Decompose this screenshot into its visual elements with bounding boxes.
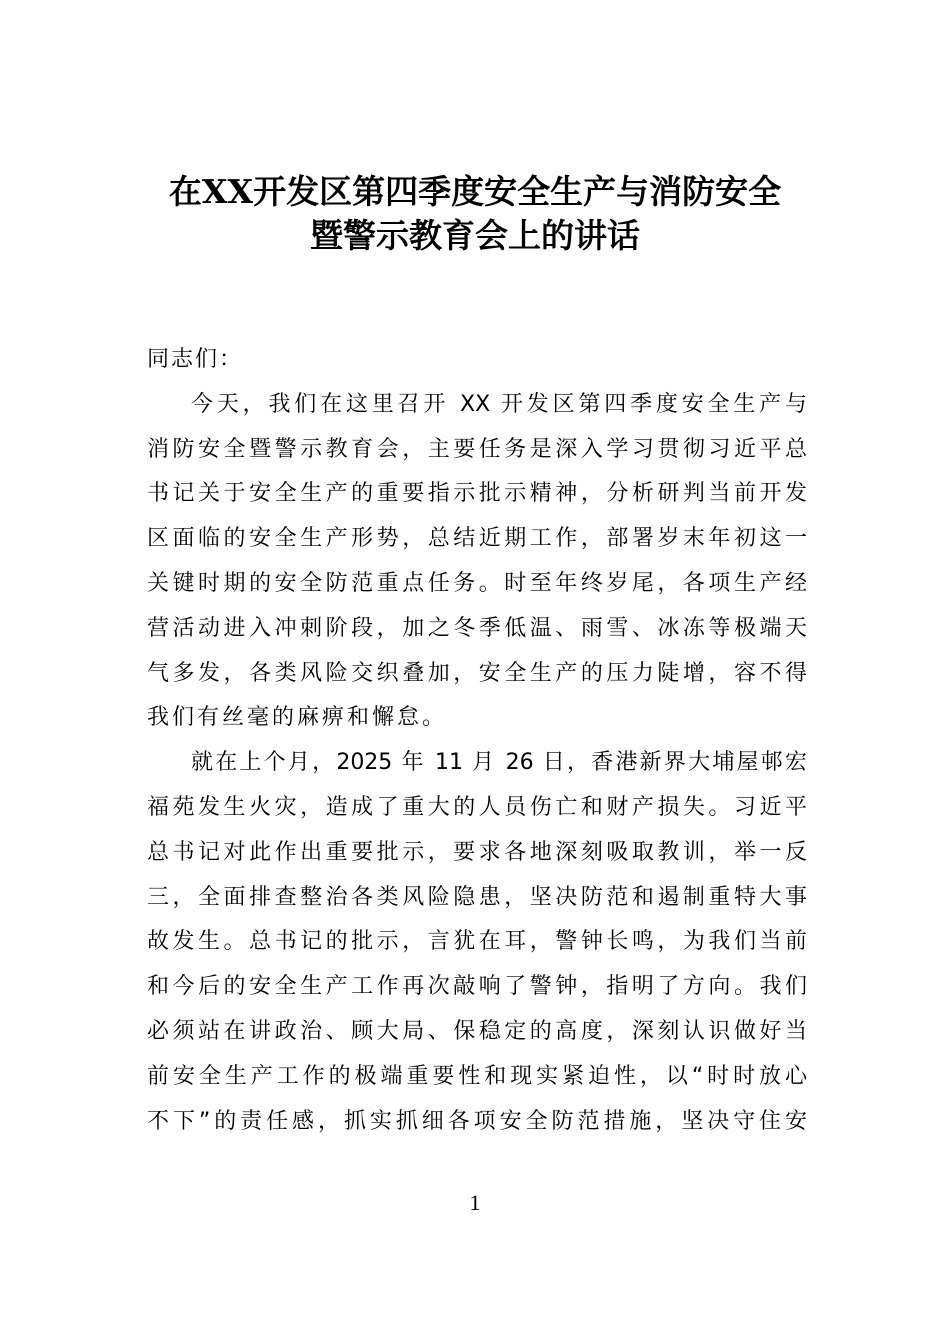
paragraph-line: 关键时期的安全防范重点任务。时至年终岁尾，各项生产经	[147, 570, 807, 596]
paragraph-line: 前安全生产工作的极端重要性和现实紧迫性，以“时时放心	[147, 1063, 807, 1089]
paragraph-line: 区面临的安全生产形势，总结近期工作，部署岁末年初这一	[147, 526, 807, 552]
paragraph-line: 书记关于安全生产的重要指示批示精神，分析研判当前开发	[147, 481, 807, 507]
paragraph-line: 必须站在讲政治、顾大局、保稳定的高度，深刻认识做好当	[147, 1018, 807, 1044]
page-number: 1	[469, 1190, 481, 1215]
document-title-line-2: 暨警示教育会上的讲话	[310, 216, 640, 255]
paragraph-line: 消防安全暨警示教育会，主要任务是深入学习贯彻习近平总	[147, 436, 807, 462]
paragraph-line: 营活动进入冲刺阶段，加之冬季低温、雨雪、冰冻等极端天	[147, 615, 807, 641]
paragraph-line: 三，全面排查整治各类风险隐患，坚决防范和遏制重特大事	[147, 884, 807, 910]
paragraph-line: 我们有丝毫的麻痹和懈怠。	[147, 705, 448, 731]
paragraph-line: 气多发，各类风险交织叠加，安全生产的压力陡增，容不得	[147, 660, 807, 686]
paragraph-1	[147, 383, 807, 741]
document-body	[147, 338, 807, 1144]
paragraph-line: 福苑发生火灾，造成了重大的人员伤亡和财产损失。习近平	[147, 794, 807, 820]
paragraph-line: 不下”的责任感，抓实抓细各项安全防范措施，坚决守住安	[147, 1108, 807, 1134]
paragraph-line: 和今后的安全生产工作再次敲响了警钟，指明了方向。我们	[147, 974, 807, 1000]
salutation: 同志们：	[147, 347, 244, 372]
paragraph-line: 故发生。总书记的批示，言犹在耳，警钟长鸣，为我们当前	[147, 929, 807, 955]
paragraph-line: 就在上个月，2025 年 11 月 26 日，香港新界大埔屋邨宏	[191, 750, 807, 776]
paragraph-2	[147, 741, 807, 1144]
document-title-line-1: 在XX开发区第四季度安全生产与消防安全	[168, 172, 782, 211]
paragraph-line: 总书记对此作出重要批示，要求各地深刻吸取教训，举一反	[147, 839, 807, 865]
paragraph-line: 今天，我们在这里召开 XX 开发区第四季度安全生产与	[191, 391, 807, 417]
